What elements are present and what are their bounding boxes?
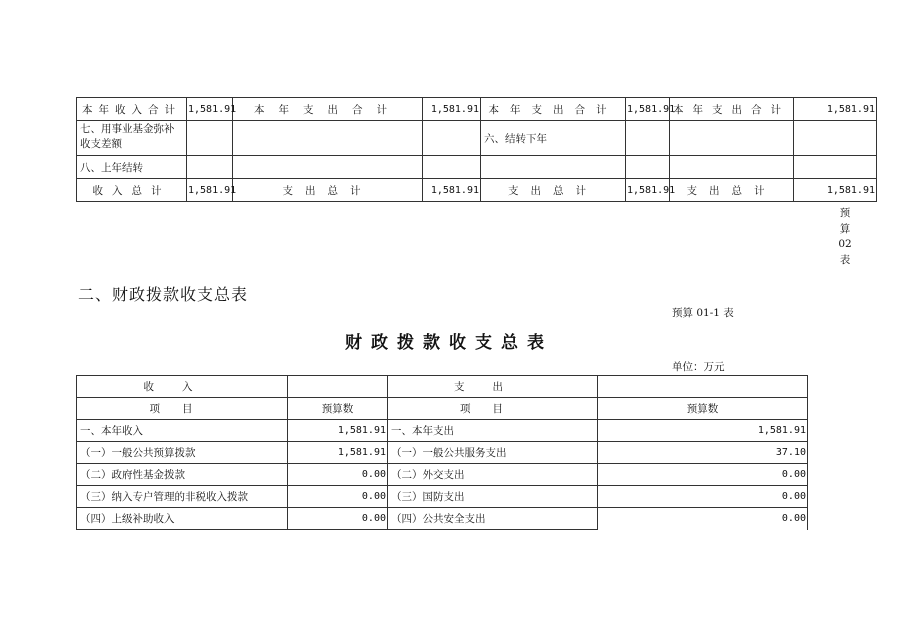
table-cell: 1,581.91 [187, 98, 233, 121]
table-cell: （四）上级补助收入 [77, 508, 288, 530]
table-cell: 一、本年支出 [388, 420, 598, 442]
form-code-char: 表 [839, 253, 851, 266]
table-cell: 0.00 [288, 464, 388, 486]
table-row [77, 98, 877, 121]
table-cell [794, 121, 877, 156]
table-cell: 1,581.91 [794, 98, 877, 121]
column-header: 项目 [77, 398, 288, 420]
table-row [77, 442, 808, 464]
table-cell: 37.10 [598, 442, 808, 464]
form-code-vertical [838, 206, 852, 268]
table-row [77, 179, 877, 202]
table-cell: （四）公共安全支出 [388, 508, 598, 530]
table-cell: 八、上年结转 [77, 156, 187, 179]
table-row [77, 486, 808, 508]
table-cell: 1,581.91 [423, 179, 481, 202]
table-row [77, 508, 808, 530]
table-cell: （一）一般公共预算拨款 [77, 442, 288, 464]
table-cell: （二）政府性基金拨款 [77, 464, 288, 486]
table-cell: 0.00 [288, 486, 388, 508]
table-cell [187, 121, 233, 156]
table-cell: 支出总计 [670, 179, 794, 202]
table-cell: （三）纳入专户管理的非税收入拨款 [77, 486, 288, 508]
table-cell: 支出总计 [233, 179, 423, 202]
table-cell [481, 156, 626, 179]
table-cell: 1,581.91 [288, 420, 388, 442]
table-cell: （三）国防支出 [388, 486, 598, 508]
table-cell: 本年支出合计 [233, 98, 423, 121]
column-group-header: 收入 [77, 376, 288, 398]
table-cell [626, 156, 670, 179]
form-code-char: 02 [838, 238, 852, 250]
table-cell: 本年支出合计 [481, 98, 626, 121]
table-cell [670, 121, 794, 156]
table-cell: 0.00 [598, 464, 808, 486]
page-title: 财政拨款收支总表 [345, 333, 553, 353]
column-group-header [288, 376, 388, 398]
table-cell: 1,581.91 [187, 179, 233, 202]
table-cell: 七、用事业基金弥补收支差额 [77, 121, 187, 156]
table-cell [626, 121, 670, 156]
table-cell: 本年支出合计 [670, 98, 794, 121]
table-cell: 1,581.91 [794, 179, 877, 202]
table-row [77, 420, 808, 442]
table-cell [423, 156, 481, 179]
form-code-char: 预 [839, 207, 851, 219]
column-group-header [598, 376, 808, 398]
table-cell [670, 156, 794, 179]
table-cell: 一、本年收入 [77, 420, 288, 442]
table-row [77, 464, 808, 486]
table-cell: 1,581.91 [423, 98, 481, 121]
column-group-header: 支出 [388, 376, 598, 398]
column-header: 预算数 [598, 398, 808, 420]
table-row [77, 156, 877, 179]
table-cell: 1,581.91 [288, 442, 388, 464]
table-cell: （二）外交支出 [388, 464, 598, 486]
table-cell [187, 156, 233, 179]
unit-label: 单位：万元 [672, 361, 725, 373]
budget-summary-table-tail [76, 97, 877, 202]
form-code-char: 算 [839, 222, 851, 235]
table-cell: 1,581.91 [626, 179, 670, 202]
table-cell: 0.00 [288, 508, 388, 530]
column-header: 项目 [388, 398, 598, 420]
table-cell [233, 156, 423, 179]
table-cell: 本年收入合计 [77, 98, 187, 121]
table-cell: （一）一般公共服务支出 [388, 442, 598, 464]
table-cell: 0.00 [598, 486, 808, 508]
section-title: 二、财政拨款收支总表 [78, 285, 249, 304]
table-header-row [77, 398, 808, 420]
table-cell: 收入总计 [77, 179, 187, 202]
fiscal-appropriation-table [76, 375, 808, 530]
table-header-row [77, 376, 808, 398]
table-cell [423, 121, 481, 156]
table-cell: 六、结转下年 [481, 121, 626, 156]
table-row [77, 121, 877, 156]
table-cell: 0.00 [598, 508, 808, 530]
table-cell: 1,581.91 [626, 98, 670, 121]
column-header: 预算数 [288, 398, 388, 420]
table-cell [794, 156, 877, 179]
table-cell: 支出总计 [481, 179, 626, 202]
form-code: 预算 01-1 表 [672, 307, 734, 319]
table-cell [233, 121, 423, 156]
table-cell: 1,581.91 [598, 420, 808, 442]
